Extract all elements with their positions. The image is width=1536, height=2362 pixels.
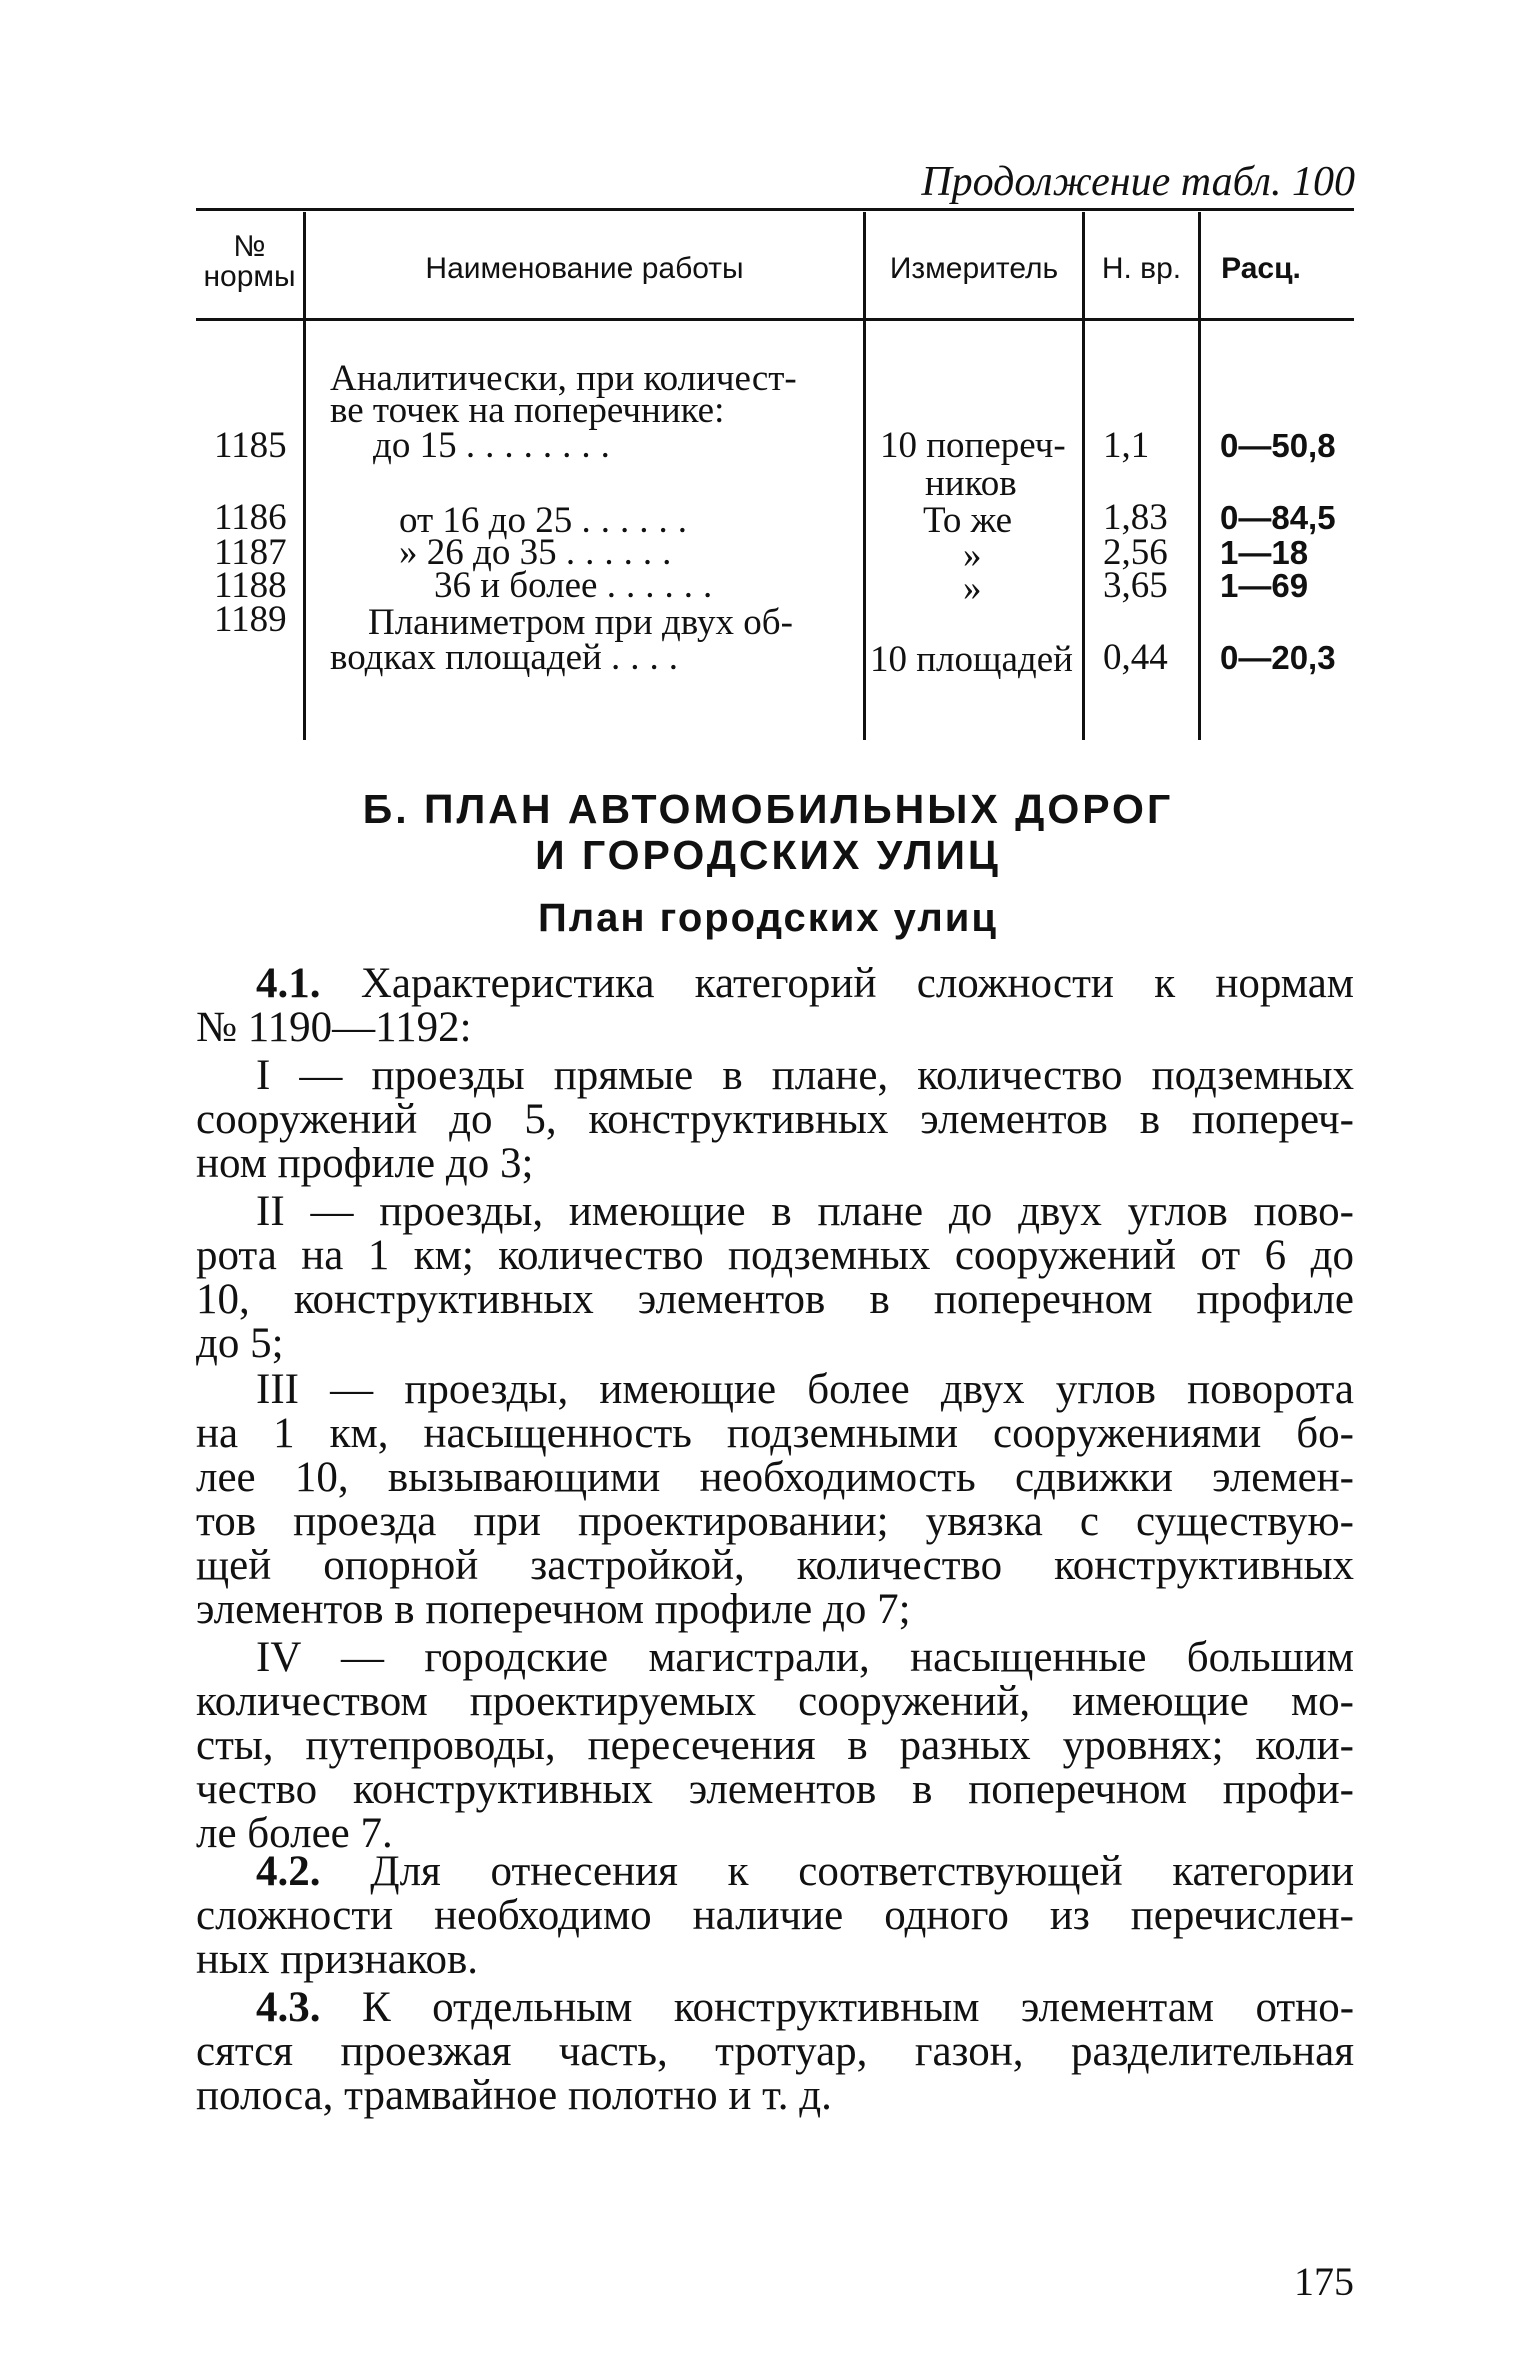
paragraph-text: Для отнесения к соответствующей категории xyxy=(370,1848,1354,1895)
row-rate: 1—69 xyxy=(1220,567,1309,604)
row-time: 1,1 xyxy=(1103,425,1150,466)
row-unit-cont: ников xyxy=(925,463,1017,504)
paragraph-number: 4.3. xyxy=(256,1984,321,2031)
row-time: 1,83 xyxy=(1103,497,1168,538)
leader-dots: ...... xyxy=(565,532,682,573)
paragraph-4-1 xyxy=(256,962,1354,1006)
table-top-rule xyxy=(196,208,1354,211)
page-number: 175 xyxy=(1294,2259,1354,2304)
row-unit: 10 площадей xyxy=(870,639,1073,680)
header-norm-symbol: № xyxy=(233,230,266,263)
header-name: Наименование работы xyxy=(425,252,744,285)
header-time: Н. вр. xyxy=(1101,252,1182,285)
category-1-text: сооружений до 5, конструктивных элементов в попереч- xyxy=(196,1096,1354,1143)
leader-dots: ........ xyxy=(465,425,620,466)
column-divider xyxy=(303,212,306,740)
table-header-rule xyxy=(196,318,1354,321)
paragraph-text: Характеристика категорий сложности к нормам xyxy=(360,960,1354,1007)
row-name xyxy=(434,565,723,606)
leader-dots: ...... xyxy=(581,500,698,541)
paragraph-4-3-cont: полоса, трамвайное полотно и т. д. xyxy=(196,2072,832,2119)
paragraph-number: 4.2. xyxy=(256,1848,321,1895)
paragraph-4-1-cont: № 1190—1192: xyxy=(196,1004,472,1051)
category-2-text: рота на 1 км; количество подземных сооружений от 6 до xyxy=(196,1232,1354,1279)
row-number: 1185 xyxy=(214,425,287,466)
category-4-text: ле более 7. xyxy=(196,1810,393,1857)
paragraph-4-3-cont: сятся проезжая часть, тротуар, газон, разделительная xyxy=(196,2028,1354,2075)
row-name: Планиметром при двух об- xyxy=(368,602,793,643)
paragraph-text: К отдельным конструктивным элементам отно- xyxy=(361,1984,1355,2031)
header-rate: Расц. xyxy=(1221,252,1301,285)
paragraph-4-3 xyxy=(256,1986,1354,2030)
row-unit: » xyxy=(963,568,982,609)
paragraph-4-2-cont: ных признаков. xyxy=(196,1936,479,1983)
paragraph-4-2 xyxy=(256,1850,1354,1894)
category-2-text: II — проезды, имеющие в плане до двух углов пово- xyxy=(256,1188,1354,1235)
category-1-text: ном профиле до 3; xyxy=(196,1140,534,1187)
header-norm-label: нормы xyxy=(203,260,296,293)
row-number: 1187 xyxy=(214,532,287,573)
category-3-text: III — проезды, имеющие более двух углов поворота xyxy=(256,1366,1354,1413)
section-title-cont: И ГОРОДСКИХ УЛИЦ xyxy=(535,832,1001,878)
row-name-text: 36 и более xyxy=(434,565,598,606)
row-name-text: до 15 xyxy=(373,425,457,466)
row-rate: 0—84,5 xyxy=(1220,499,1336,536)
category-4-text: чество конструктивных элементов в поперечном профи- xyxy=(196,1766,1354,1813)
category-2-text: 10, конструктивных элементов в поперечном профиле xyxy=(196,1276,1354,1323)
category-4-text: IV — городские магистрали, насыщенные большим xyxy=(256,1634,1354,1681)
row-number: 1188 xyxy=(214,565,287,606)
row-name-text: » 26 до 35 xyxy=(399,532,557,573)
table-continuation-caption: Продолжение табл. 100 xyxy=(921,159,1355,205)
row-rate: 1—18 xyxy=(1220,534,1309,571)
row-unit: 10 попереч- xyxy=(880,425,1066,466)
category-3-text: щей опорной застройкой, количество конструктивных xyxy=(196,1542,1354,1589)
row-time: 0,44 xyxy=(1103,637,1168,678)
subsection-title: План городских улиц xyxy=(538,896,998,940)
row-rate: 0—50,8 xyxy=(1220,427,1336,464)
row-name-cont xyxy=(330,637,689,678)
row-time: 2,56 xyxy=(1103,532,1168,573)
category-4-text: количеством проектируемых сооружений, имеющие мо- xyxy=(196,1678,1354,1725)
section-title: Б. ПЛАН АВТОМОБИЛЬНЫХ ДОРОГ xyxy=(362,786,1174,832)
column-divider xyxy=(1198,212,1201,740)
category-3-text: лее 10, вызывающими необходимость сдвижки элемен- xyxy=(196,1454,1354,1501)
category-3-text: элементов в поперечном профиле до 7; xyxy=(196,1586,911,1633)
table-intro-line: ве точек на поперечнике: xyxy=(330,390,725,431)
row-time: 3,65 xyxy=(1103,565,1168,606)
row-name-text: от 16 до 25 xyxy=(399,500,573,541)
row-unit: То же xyxy=(923,500,1013,541)
leader-dots: .... xyxy=(611,637,689,678)
leader-dots: ...... xyxy=(606,565,723,606)
category-3-text: на 1 км, насыщенность подземными сооружениями бо- xyxy=(196,1410,1354,1457)
paragraph-number: 4.1. xyxy=(256,960,321,1007)
category-3-text: тов проезда при проектировании; увязка с существую- xyxy=(196,1498,1354,1545)
category-1-text: I — проезды прямые в плане, количество подземных xyxy=(256,1052,1354,1099)
row-number: 1186 xyxy=(214,497,287,538)
category-2-text: до 5; xyxy=(196,1320,284,1367)
column-divider xyxy=(863,212,866,740)
row-rate: 0—20,3 xyxy=(1220,639,1336,676)
row-unit: » xyxy=(963,535,982,576)
row-number: 1189 xyxy=(214,599,287,640)
paragraph-4-2-cont: сложности необходимо наличие одного из перечислен- xyxy=(196,1892,1354,1939)
row-name-text: водках площадей xyxy=(330,637,602,678)
column-divider xyxy=(1082,212,1085,740)
header-unit: Измеритель xyxy=(889,252,1059,285)
header-norm xyxy=(196,232,303,292)
table-intro-line: Аналитически, при количест- xyxy=(330,358,797,399)
row-name xyxy=(373,425,620,466)
category-4-text: сты, путепроводы, пересечения в разных уровнях; коли- xyxy=(196,1722,1354,1769)
